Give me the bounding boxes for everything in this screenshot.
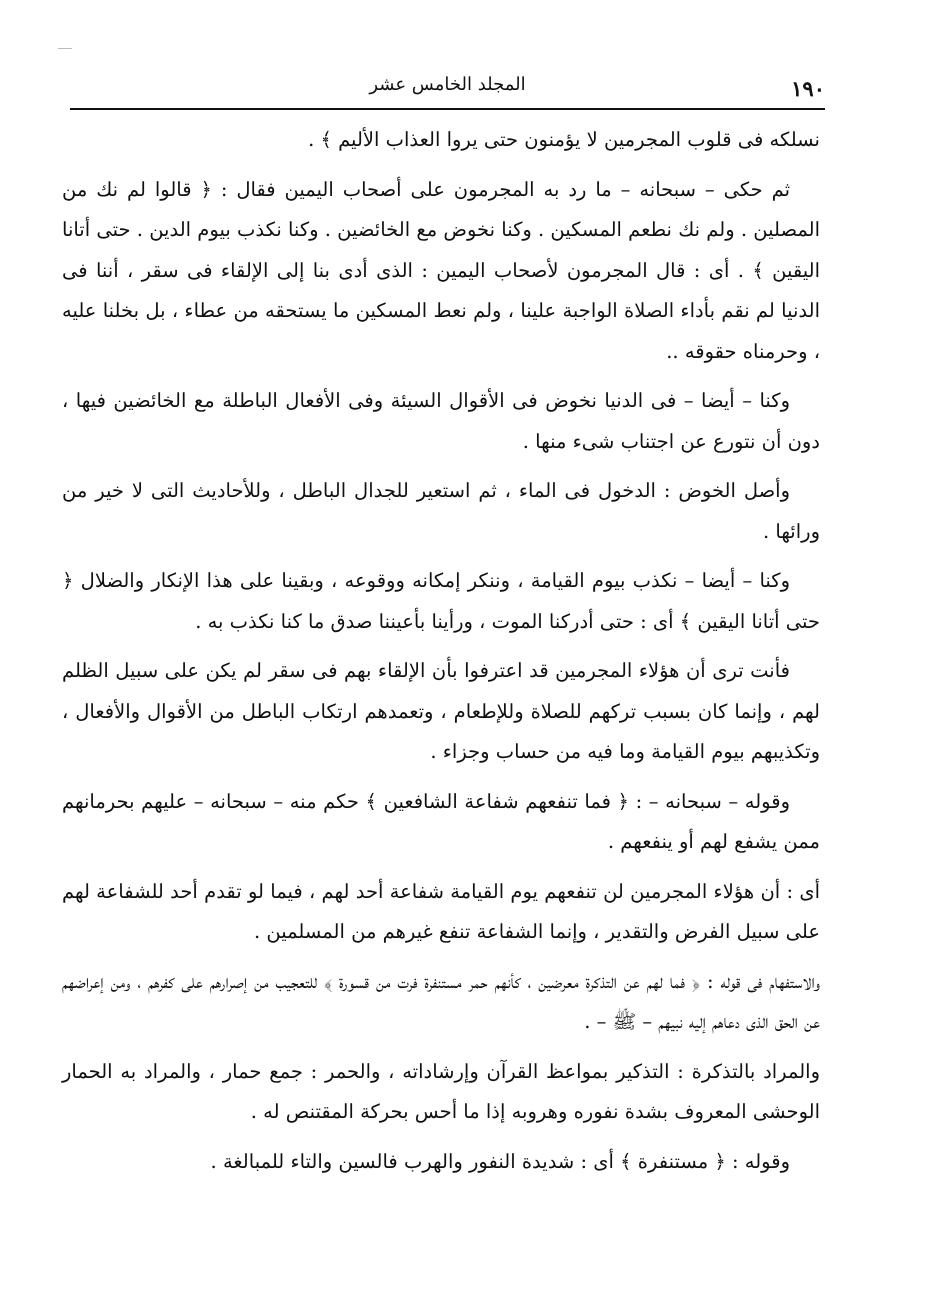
paragraph: وكنا – أيضا – فى الدنيا نخوض فى الأقوال السيئة وفى الأفعال الباطلة مع الخائضين فيها ، دون أن نتورع عن اجتناب شىء منها . bbox=[62, 389, 820, 453]
body-text bbox=[62, 120, 820, 1191]
paragraph: وقوله – سبحانه – : ﴿ فما تنفعهم شفاعة الشافعين ﴾ حكم منه – سبحانه – عليهم بحرمانهم ممن يشفع لهم أو ينفعهم . bbox=[62, 789, 820, 853]
paragraph: ثم حكى – سبحانه – ما رد به المجرمون على أصحاب اليمين فقال : ﴿ قالوا لم نك من المصلين . ولم نك نطعم المسكين . وكنا نخوض مع الخائضين . وكنا نكذب بيوم الدين . حتى أتانا اليقين ﴾ . أى : قال المجرمون لأصحاب اليمين : الذى أدى بنا إلى الإلقاء فى سقر ، أننا فى الدنيا لم نقم بأداء الصلاة الواجبة علينا ، ولم نعط المسكين ما يستحقه من عطاء ، بل بخلنا عليه ، وحرمناه حقوقه .. bbox=[62, 177, 820, 363]
running-title: المجلد الخامس عشر bbox=[369, 74, 526, 95]
paragraph: والاستفهام فى قوله : ﴿ فما لهم عن التذكرة معرضين ، كأنهم حمر مستنفرة فرت من قسورة ﴾ للتعجيب من إصرارهم على كفرهم ، ومن إعراضهم عن الحق الذى دعاهم إليه نبيهم – ﷺ – . bbox=[62, 969, 820, 1033]
header-rule bbox=[70, 108, 825, 110]
paragraph: فأنت ترى أن هؤلاء المجرمين قد اعترفوا بأن الإلقاء بهم فى سقر لم يكن على سبيل الظلم لهم ، وإنما كان بسبب تركهم للصلاة وللإطعام ، وتعمدهم ارتكاب الباطل من الأقوال والأفعال ، وتكذيبهم بيوم القيامة وما فيه من حساب وجزاء . bbox=[62, 659, 820, 763]
paragraph: والمراد بالتذكرة : التذكير بمواعظ القرآن وإرشاداته ، والحمر : جمع حمار ، والمراد به الحمار الوحشى المعروف بشدة نفوره وهروبه إذا ما أحس بحركة المقتنص له . bbox=[62, 1059, 820, 1123]
paragraph: أى : أن هؤلاء المجرمين لن تنفعهم يوم القيامة شفاعة أحد لهم ، فيما لو تقدم أحد للشفاعة لهم على سبيل الفرض والتقدير ، وإنما الشفاعة تنفع غيرهم من المسلمين . bbox=[62, 879, 820, 943]
page-number: ١٩٠ bbox=[791, 76, 825, 101]
paragraph: وكنا – أيضا – نكذب بيوم القيامة ، وننكر إمكانه ووقوعه ، وبقينا على هذا الإنكار والضلال ﴿ حتى أتانا اليقين ﴾ أى : حتى أدركنا الموت ، ورأينا بأعيننا صدق ما كنا نكذب به . bbox=[62, 569, 820, 633]
paragraph: نسلكه فى قلوب المجرمين لا يؤمنون حتى يروا العذاب الأليم ﴾ . bbox=[308, 128, 820, 151]
scan-artifact bbox=[58, 48, 72, 49]
paragraph: وقوله : ﴿ مستنفرة ﴾ أى : شديدة النفور والهرب فالسين والتاء للمبالغة . bbox=[210, 1149, 790, 1173]
page-header bbox=[70, 70, 825, 106]
paragraph: وأصل الخوض : الدخول فى الماء ، ثم استعير للجدال الباطل ، وللأحاديث التى لا خير من ورائها . bbox=[62, 479, 820, 543]
